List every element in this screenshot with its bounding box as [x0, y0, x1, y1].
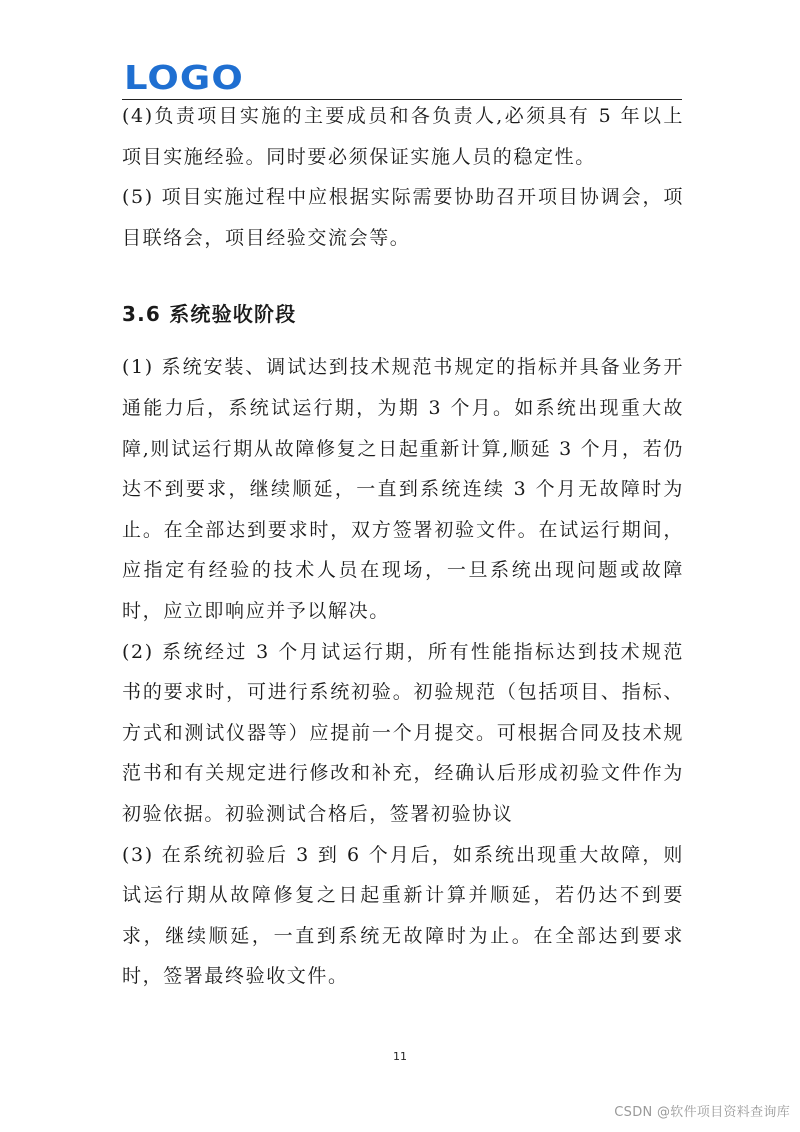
page-number: 11	[393, 1050, 407, 1063]
section-heading: 3.6 系统验收阶段	[122, 302, 297, 327]
paragraph-acceptance-3: (3) 在系统初验后 3 到 6 个月后，如系统出现重大故障，则试运行期从故障修复之日起重新计算并顺延，若仍达不到要求，继续顺延，一直到系统无故障时为止。在全部达到要求时，签署最终验收文件。	[122, 843, 684, 988]
paragraph-acceptance-2: (2) 系统经过 3 个月试运行期，所有性能指标达到技术规范书的要求时，可进行系统初验。初验规范（包括项目、指标、方式和测试仪器等）应提前一个月提交。可根据合同及技术规范书和有关规定进行修改和补充，经确认后形成初验文件作为初验依据。初验测试合格后，签署初验协议	[122, 640, 684, 825]
document-body	[122, 96, 684, 997]
logo: LOGO	[124, 58, 244, 97]
paragraph-item-5: (5) 项目实施过程中应根据实际需要协助召开项目协调会，项目联络会，项目经验交流会等。	[122, 186, 684, 249]
watermark: CSDN @软件项目资料查询库	[614, 1105, 790, 1120]
paragraph-acceptance-1: (1) 系统安装、调试达到技术规范书规定的指标并具备业务开通能力后，系统试运行期，为期 3 个月。如系统出现重大故障,则试运行期从故障修复之日起重新计算,顺延 3 个月，若仍达不到要求，继续顺延，一直到系统连续 3 个月无故障时为止。在全部达到要求时，双方签署初验文件。在试运行期间，应指定有经验的技术人员在现场，一旦系统出现问题或故障时，应立即响应并予以解决。	[122, 356, 684, 622]
paragraph-item-4: (4)负责项目实施的主要成员和各负责人,必须具有 5 年以上项目实施经验。同时要必须保证实施人员的稳定性。	[122, 105, 684, 168]
